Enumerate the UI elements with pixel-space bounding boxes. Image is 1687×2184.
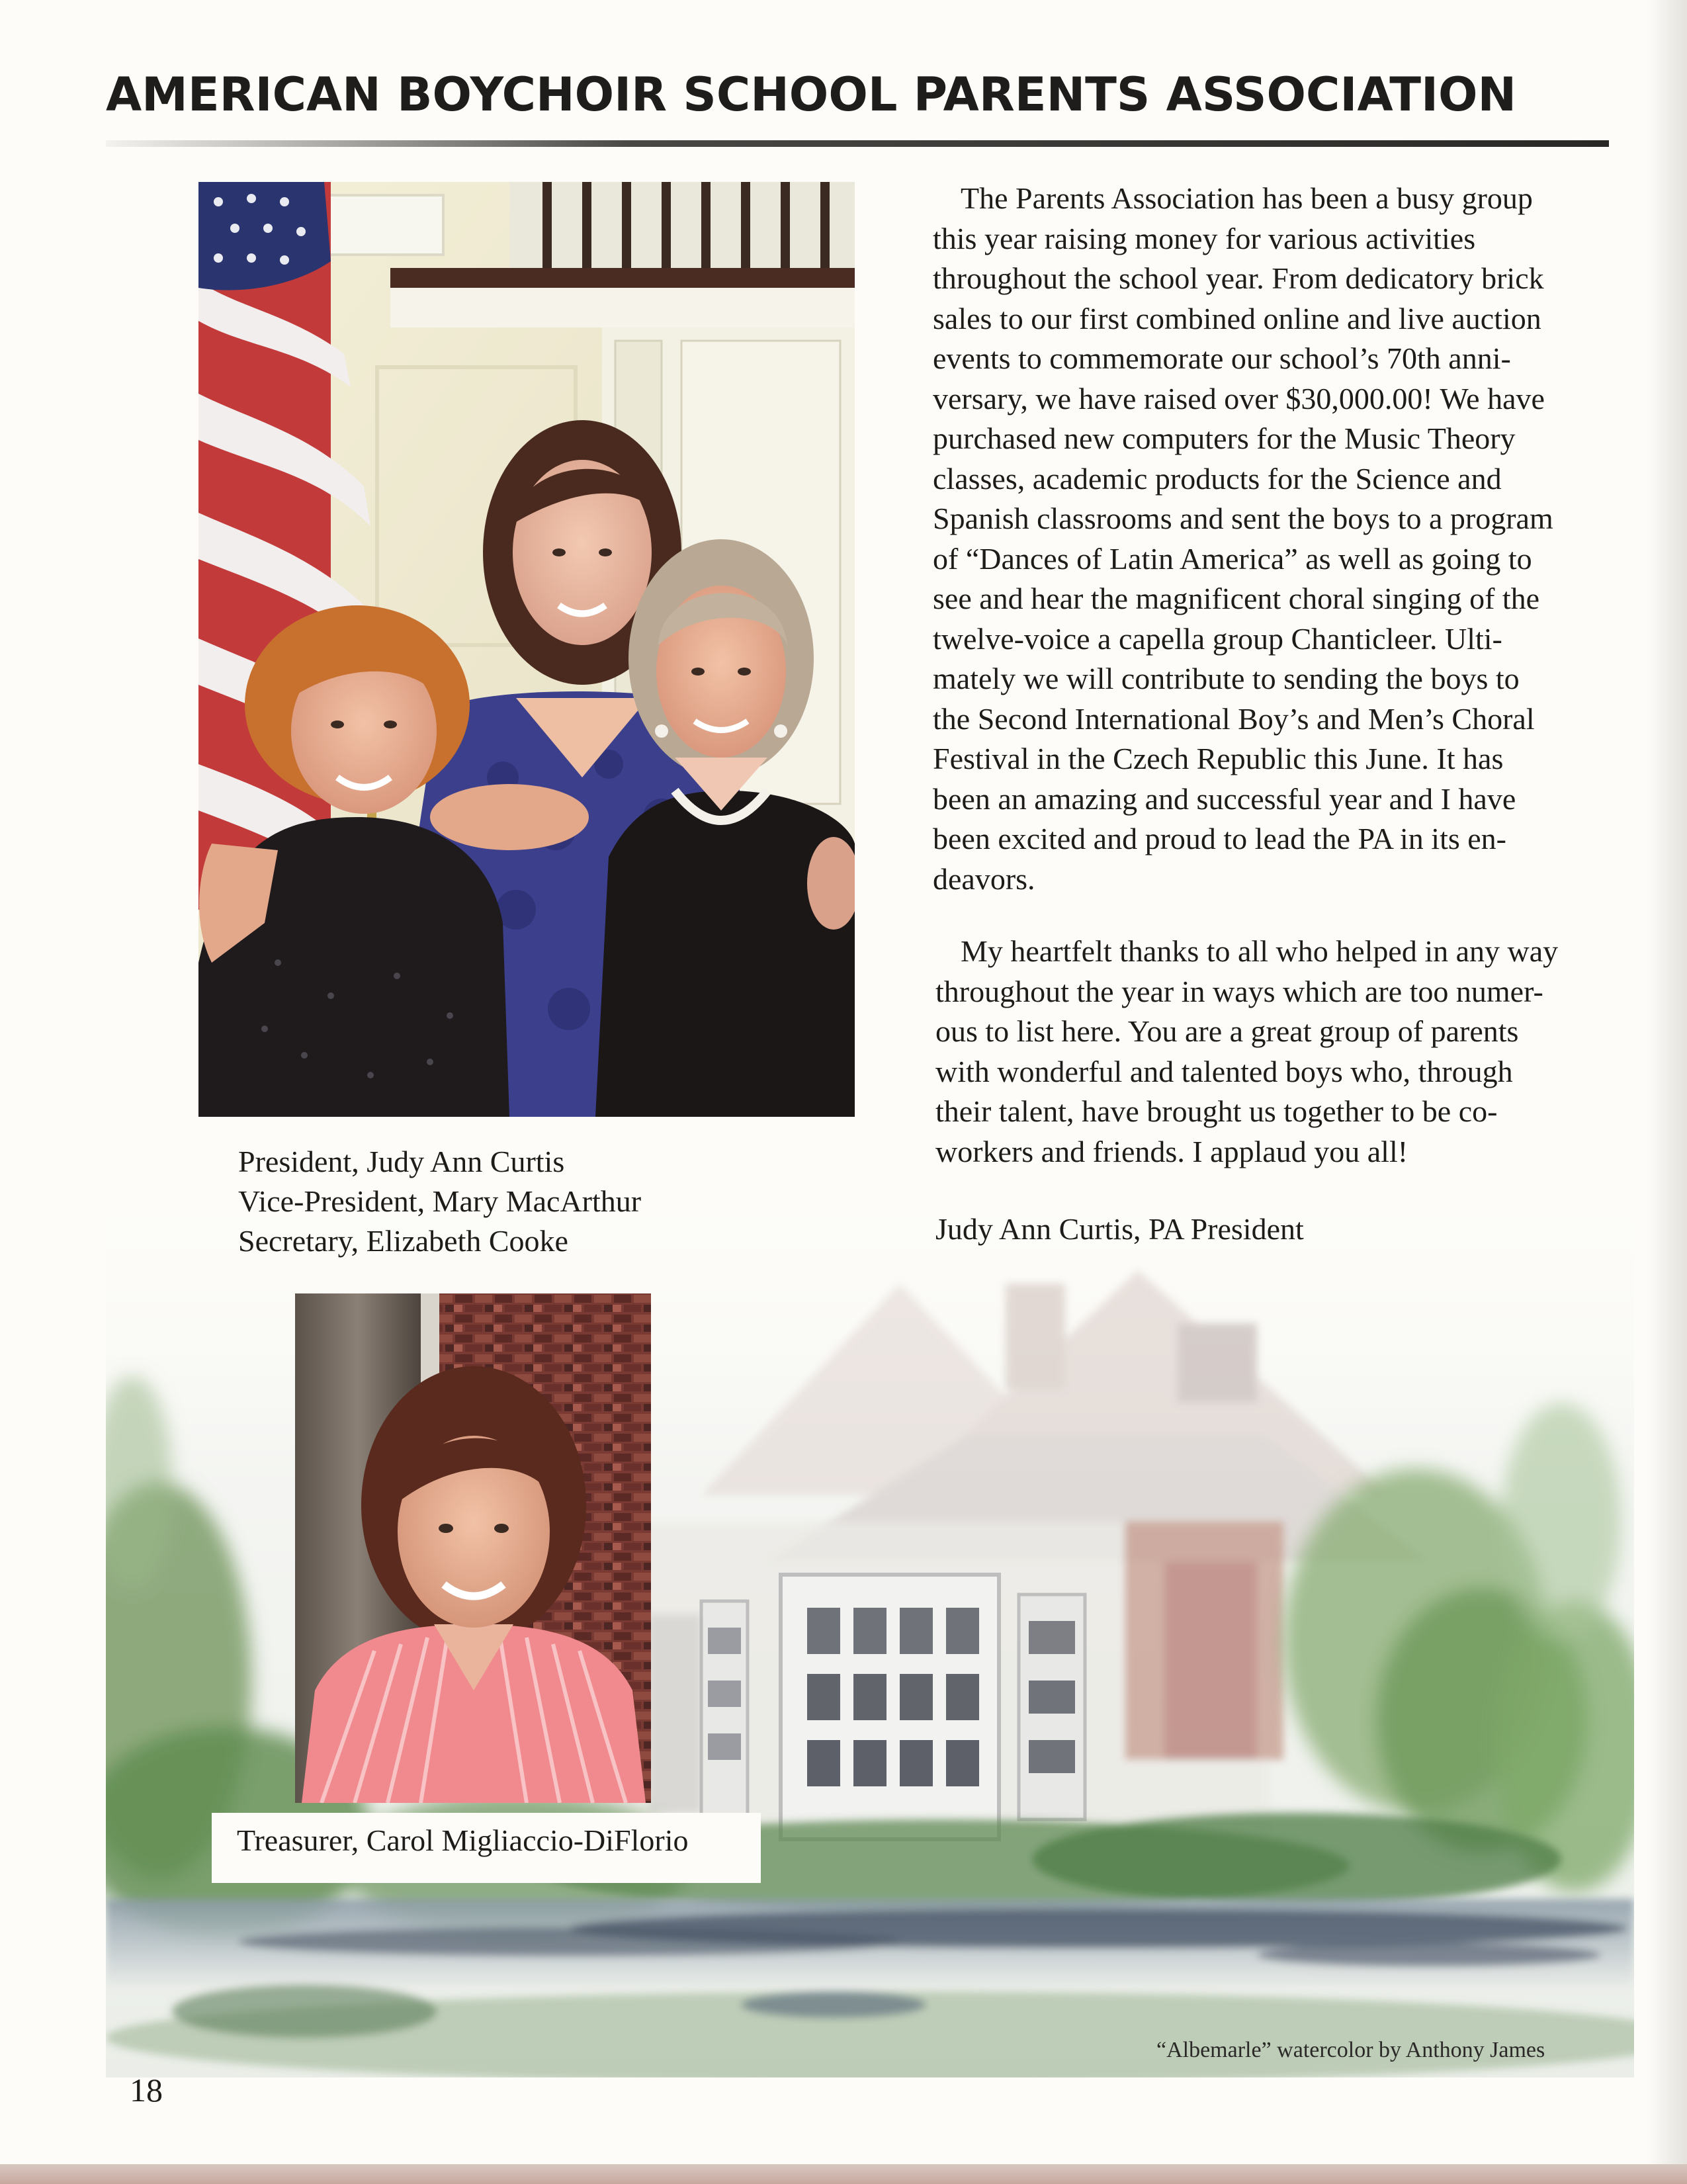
signature: Judy Ann Curtis, PA President bbox=[935, 1212, 1304, 1246]
text-line: purchased new computers for the Music Theory bbox=[933, 421, 1516, 455]
text-line: of “Dances of Latin America” as well as going to bbox=[933, 541, 1532, 576]
text-line: sales to our first combined online and live auction bbox=[933, 301, 1541, 335]
text-line: versary, we have raised over $30,000.00! We have bbox=[933, 381, 1545, 415]
text-line: events to commemorate our school’s 70th anni- bbox=[933, 341, 1511, 375]
text-line: been an amazing and successful year and I have bbox=[933, 781, 1516, 816]
text-line: throughout the year in ways which are too numer- bbox=[935, 974, 1543, 1008]
caption-vice-president: Vice-President, Mary MacArthur bbox=[238, 1184, 642, 1218]
text-line: Spanish classrooms and sent the boys to a program bbox=[933, 502, 1553, 535]
text-line: ous to list here. You are a great group of parents bbox=[935, 1014, 1519, 1048]
title-rule bbox=[106, 140, 1609, 147]
caption-secretary: Secretary, Elizabeth Cooke bbox=[238, 1224, 568, 1258]
officers-caption bbox=[238, 1142, 641, 1261]
text-line: see and hear the magnificent choral singing of the bbox=[933, 582, 1540, 615]
page-number: 18 bbox=[130, 2072, 163, 2109]
officers-photo bbox=[198, 182, 855, 1117]
article-paragraph-1 bbox=[933, 179, 1621, 899]
text-line: their talent, have brought us together to be co- bbox=[935, 1094, 1498, 1128]
text-line: twelve-voice a capella group Chanticleer. Ulti- bbox=[933, 621, 1502, 656]
text-line: this year raising money for various activities bbox=[933, 221, 1476, 255]
text-line: throughout the school year. From dedicatory brick bbox=[933, 261, 1544, 295]
article-paragraph-2 bbox=[935, 932, 1558, 1172]
text-line: been excited and proud to lead the PA in its en- bbox=[933, 822, 1506, 855]
text-line: Festival in the Czech Republic this June. It has bbox=[933, 742, 1504, 775]
text-line: the Second International Boy’s and Men’s Choral bbox=[933, 701, 1535, 736]
watercolor-credit: “Albemarle” watercolor by Anthony James bbox=[1156, 2038, 1545, 2062]
text-line: mately we will contribute to sending the boys to bbox=[933, 662, 1520, 695]
treasurer-photo bbox=[295, 1293, 651, 1803]
scan-bottom-band bbox=[0, 2164, 1687, 2184]
text-line: classes, academic products for the Science and bbox=[933, 461, 1502, 496]
page-title: AMERICAN BOYCHOIR SCHOOL PARENTS ASSOCIATION bbox=[106, 67, 1517, 122]
treasurer-caption: Treasurer, Carol Migliaccio-DiFlorio bbox=[237, 1823, 689, 1857]
scan-edge-shadow bbox=[1647, 0, 1687, 2184]
text-line: The Parents Association has been a busy group bbox=[961, 181, 1533, 215]
caption-president: President, Judy Ann Curtis bbox=[238, 1145, 565, 1178]
text-line: workers and friends. I applaud you all! bbox=[935, 1134, 1408, 1168]
text-line: My heartfelt thanks to all who helped in any way bbox=[961, 934, 1559, 968]
text-line: with wonderful and talented boys who, through bbox=[935, 1054, 1513, 1088]
text-line: deavors. bbox=[933, 861, 1035, 896]
